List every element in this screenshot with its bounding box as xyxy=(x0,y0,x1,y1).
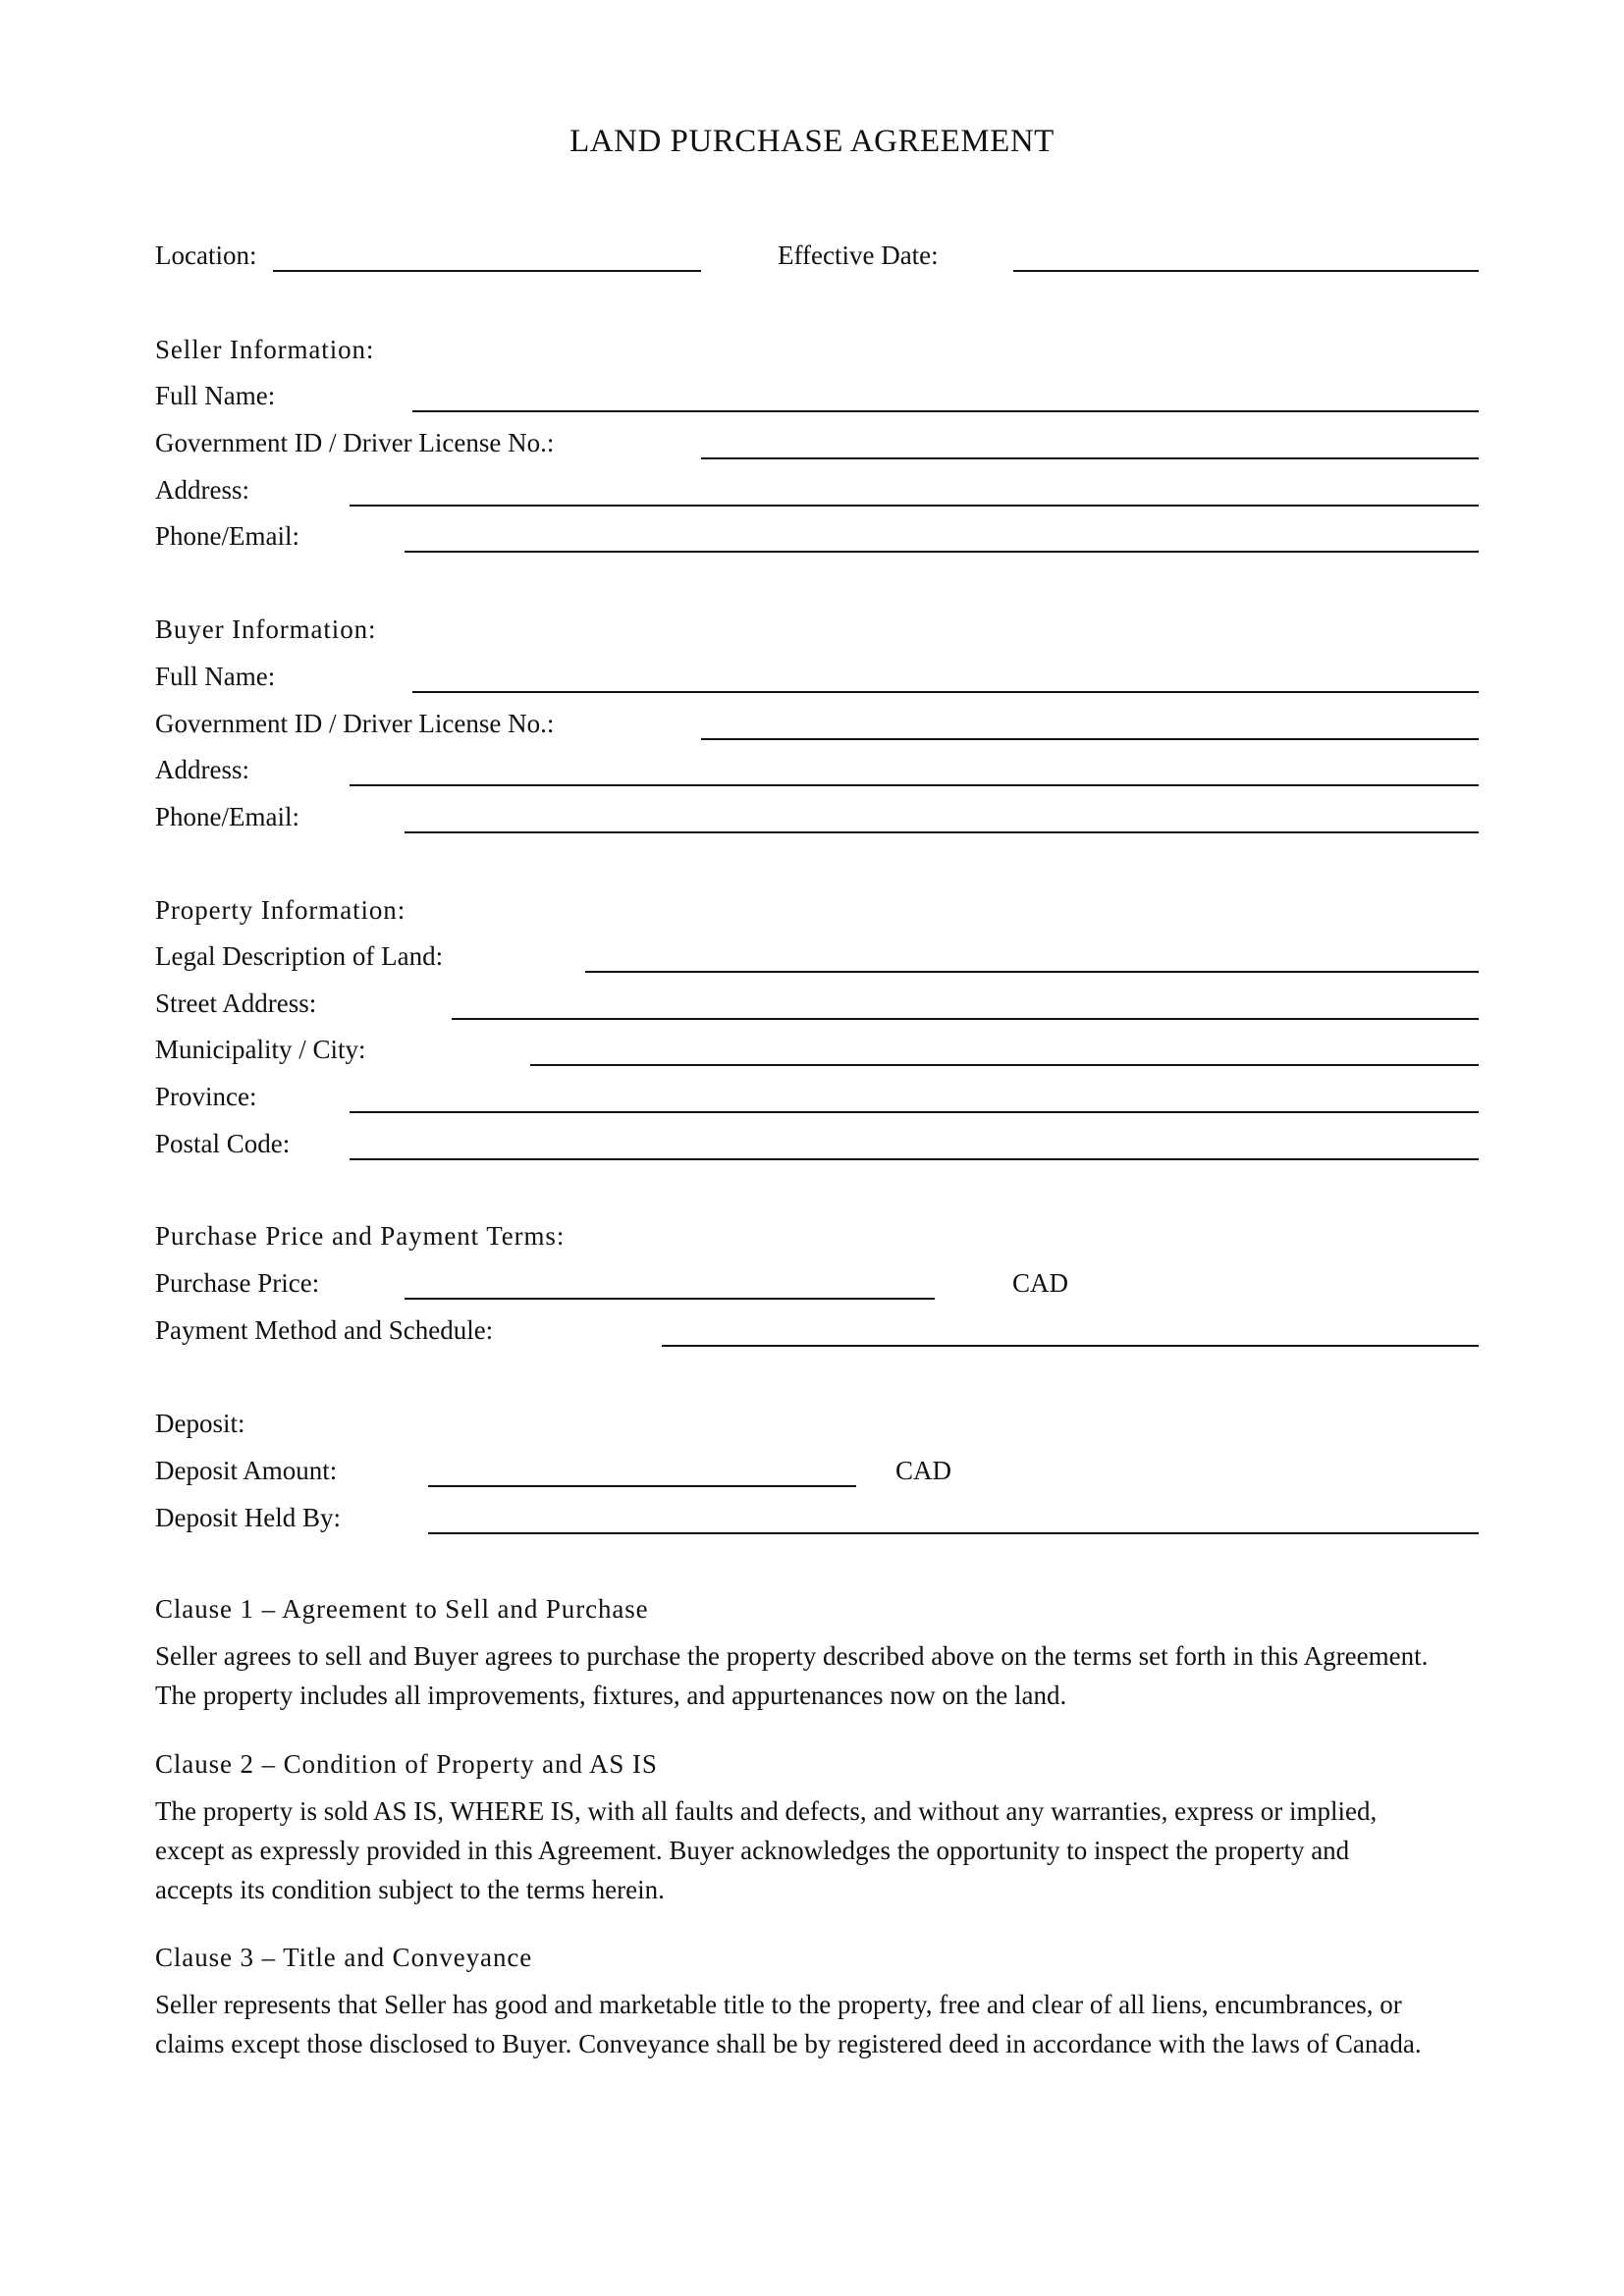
purchase-price-field[interactable] xyxy=(405,1298,935,1300)
clause-1-body xyxy=(155,1636,1490,1715)
buyer-address-field[interactable] xyxy=(350,784,1479,786)
seller-gov-id-label: Government ID / Driver License No.: xyxy=(155,428,555,457)
clause-1-heading: Clause 1 – Agreement to Sell and Purchase xyxy=(155,1594,649,1624)
buyer-full-name-field[interactable] xyxy=(412,691,1479,693)
payment-method-field[interactable] xyxy=(662,1345,1479,1347)
buyer-address-label: Address: xyxy=(155,755,249,784)
buyer-full-name-label: Full Name: xyxy=(155,662,276,691)
buyer-gov-id-field[interactable] xyxy=(701,738,1479,740)
clause-2-line: The property is sold AS IS, WHERE IS, with all faults and defects, and without any warranties, express or implied, xyxy=(155,1796,1378,1826)
clause-1-line: The property includes all improvements, fixtures, and appurtenances now on the land. xyxy=(155,1681,1067,1710)
deposit-held-by-field[interactable] xyxy=(428,1532,1479,1534)
postal-code-label: Postal Code: xyxy=(155,1129,291,1158)
payment-method-label: Payment Method and Schedule: xyxy=(155,1315,494,1345)
buyer-gov-id-label: Government ID / Driver License No.: xyxy=(155,709,555,738)
postal-code-field[interactable] xyxy=(350,1158,1479,1160)
province-label: Province: xyxy=(155,1082,257,1111)
buyer-phone-email-field[interactable] xyxy=(405,831,1479,833)
purchase-price-currency: CAD xyxy=(1012,1268,1069,1298)
legal-description-label: Legal Description of Land: xyxy=(155,941,444,971)
purchase-heading: Purchase Price and Payment Terms: xyxy=(155,1221,566,1251)
street-address-field[interactable] xyxy=(452,1018,1479,1020)
seller-phone-email-label: Phone/Email: xyxy=(155,521,299,551)
property-heading: Property Information: xyxy=(155,895,406,925)
clause-2-line: except as expressly provided in this Agreement. Buyer acknowledges the opportunity to inspect the property and xyxy=(155,1836,1350,1865)
seller-gov-id-field[interactable] xyxy=(701,457,1479,459)
effective-date-label: Effective Date: xyxy=(778,240,939,270)
municipality-label: Municipality / City: xyxy=(155,1035,366,1064)
clause-2-body xyxy=(155,1791,1490,1909)
clause-2-line: accepts its condition subject to the terms herein. xyxy=(155,1875,665,1904)
effective-date-field[interactable] xyxy=(1013,270,1479,272)
seller-full-name-field[interactable] xyxy=(412,410,1479,412)
deposit-heading: Deposit: xyxy=(155,1409,245,1438)
seller-address-label: Address: xyxy=(155,475,249,505)
deposit-amount-currency: CAD xyxy=(895,1456,952,1485)
clause-3-heading: Clause 3 – Title and Conveyance xyxy=(155,1943,533,1972)
clause-2-heading: Clause 2 – Condition of Property and AS IS xyxy=(155,1749,658,1779)
municipality-field[interactable] xyxy=(530,1064,1479,1066)
buyer-phone-email-label: Phone/Email: xyxy=(155,802,299,831)
seller-address-field[interactable] xyxy=(350,505,1479,507)
deposit-amount-field[interactable] xyxy=(428,1485,856,1487)
document-title: LAND PURCHASE AGREEMENT xyxy=(569,124,1055,159)
purchase-price-label: Purchase Price: xyxy=(155,1268,320,1298)
location-label: Location: xyxy=(155,240,257,270)
deposit-held-by-label: Deposit Held By: xyxy=(155,1503,341,1532)
location-field[interactable] xyxy=(273,270,701,272)
seller-phone-email-field[interactable] xyxy=(405,551,1479,553)
buyer-heading: Buyer Information: xyxy=(155,614,377,644)
province-field[interactable] xyxy=(350,1111,1479,1113)
clause-3-line: claims except those disclosed to Buyer. Conveyance shall be by registered deed in accordance with the laws of Canada. xyxy=(155,2029,1422,2058)
seller-full-name-label: Full Name: xyxy=(155,381,276,410)
clause-3-line: Seller represents that Seller has good and marketable title to the property, free and clear of all liens, encumbrances, or xyxy=(155,1990,1402,2019)
street-address-label: Street Address: xyxy=(155,988,317,1018)
clause-1-line: Seller agrees to sell and Buyer agrees to purchase the property described above on the terms set forth in this Agreement. xyxy=(155,1641,1429,1671)
clause-3-body xyxy=(155,1985,1490,2063)
deposit-amount-label: Deposit Amount: xyxy=(155,1456,338,1485)
seller-heading: Seller Information: xyxy=(155,335,375,364)
legal-description-field[interactable] xyxy=(585,971,1479,973)
